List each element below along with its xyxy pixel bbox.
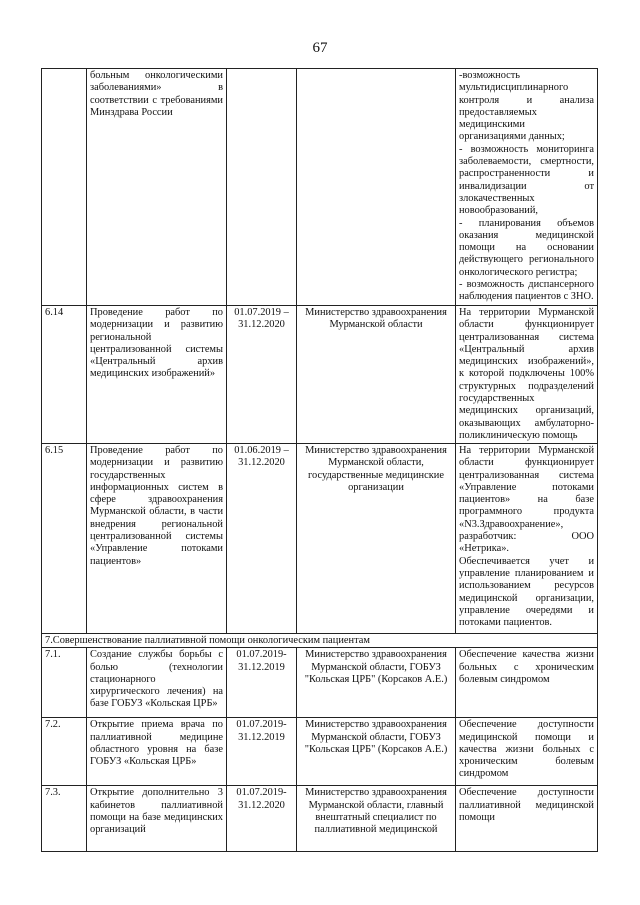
- measure-cell: Открытие приема врача по паллиативной медицине областного уровня на базе ГОБУЗ «Кольская ЦРБ»: [87, 718, 227, 786]
- row-number: 7.3.: [42, 786, 87, 852]
- table-row: [42, 444, 598, 634]
- measure-cell: Создание службы борьбы с болью (технологии стационарного хирургического лечения) на базе ГОБУЗ «Кольская ЦРБ»: [87, 648, 227, 718]
- row-number: 7.2.: [42, 718, 87, 786]
- date-cell: 01.06.2019 – 31.12.2020: [227, 444, 297, 634]
- result-cell: Обеспечение качества жизни больных с хроническим болевым синдромом: [456, 648, 598, 718]
- section-title: 7.Совершенствование паллиативной помощи онкологическим пациентам: [42, 634, 598, 648]
- measure-cell: больным онкологическими заболеваниями» в соответствии с требованиями Минздрава России: [87, 69, 227, 306]
- measure-cell: Открытие дополнительно 3 кабинетов паллиативной помощи на базе медицинских организаций: [87, 786, 227, 852]
- executor-cell: [297, 69, 456, 306]
- date-cell: [227, 69, 297, 306]
- result-cell: На территории Мурманской области функционирует централизованная система «Центральный архив медицинских изображений», к которой подключены 100% структурных подразделений государственных медицинских организаций, оказывающих амбулаторно-поликлиническую помощь: [456, 306, 598, 444]
- executor-cell: Министерство здравоохранения Мурманской области: [297, 306, 456, 444]
- date-cell: 01.07.2019- 31.12.2019: [227, 718, 297, 786]
- executor-cell: Министерство здравоохранения Мурманской области, государственные медицинские организации: [297, 444, 456, 634]
- row-number: 6.15: [42, 444, 87, 634]
- result-cell: Обеспечение доступности паллиативной медицинской помощи: [456, 786, 598, 852]
- date-cell: 01.07.2019- 31.12.2019: [227, 648, 297, 718]
- measure-cell: Проведение работ по модернизации и развитию региональной централизованной системы «Центральный архив медицинских изображений»: [87, 306, 227, 444]
- result-cell: Обеспечение доступности медицинской помощи и качества жизни больных с хроническим болевым синдромом: [456, 718, 598, 786]
- plan-table: [41, 68, 598, 852]
- executor-cell: Министерство здравоохранения Мурманской области, ГОБУЗ "Кольская ЦРБ" (Корсаков А.Е.): [297, 718, 456, 786]
- table-row: [42, 69, 598, 306]
- date-cell: 01.07.2019 – 31.12.2020: [227, 306, 297, 444]
- row-number: [42, 69, 87, 306]
- row-number: 6.14: [42, 306, 87, 444]
- measure-cell: Проведение работ по модернизации и развитию государственных информационных систем в сфере здравоохранения Мурманской области, в части внедрения региональной централизованной системы «Управление потоками пациентов»: [87, 444, 227, 634]
- page-number: 67: [312, 40, 328, 56]
- table-row: [42, 718, 598, 786]
- table-row: [42, 648, 598, 718]
- result-cell: -возможность мультидисциплинарного контроля и анализа предоставляемых медицинскими организациями данных; - возможность мониторинга заболеваемости, смертности, распространенности и инвалидизации от злокачественных новообразований, - планирования объемов оказания медицинской помощи на основании действующего регионального онкологического регистра; - возможность диспансерного наблюдения пациентов с ЗНО.: [456, 69, 598, 306]
- result-cell: На территории Мурманской области функционирует централизованная система «Управление потоками пациентов» на базе программного продукта «N3.Здравоохранение», разработчик: ООО «Нетрика». Обеспечивается учет и управление планированием и использованием ресурсов медицинской организации, управление очередями и потоками пациентов.: [456, 444, 598, 634]
- section-row: [42, 634, 598, 648]
- date-cell: 01.07.2019- 31.12.2020: [227, 786, 297, 852]
- executor-cell: Министерство здравоохранения Мурманской области, ГОБУЗ "Кольская ЦРБ" (Корсаков А.Е.): [297, 648, 456, 718]
- table-row: [42, 786, 598, 852]
- executor-cell: Министерство здравоохранения Мурманской области, главный внештатный специалист по паллиативной медицинской: [297, 786, 456, 852]
- table-row: [42, 306, 598, 444]
- row-number: 7.1.: [42, 648, 87, 718]
